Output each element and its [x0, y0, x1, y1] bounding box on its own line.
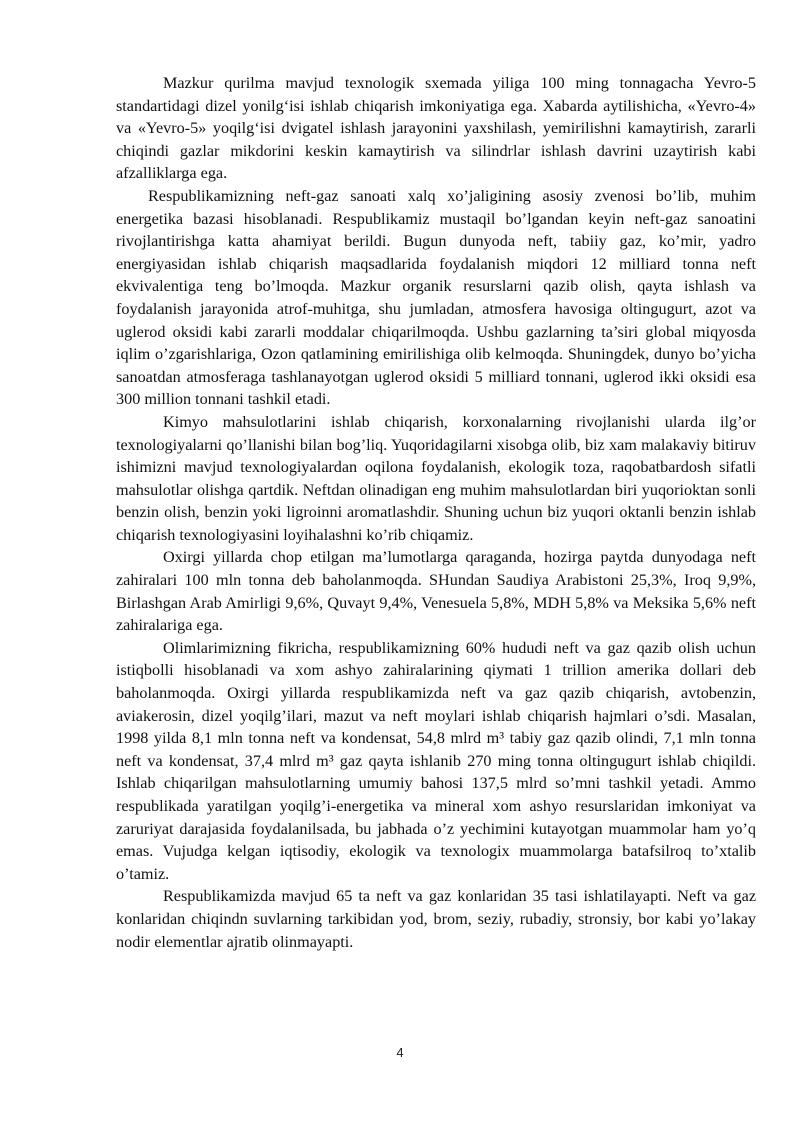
paragraph-chemical-products: Kimyo mahsulotlarini ishlab chiqarish, korxonalarning rivojlanishi ularda ilg’or texnologiyalarni qo’llanishi bilan bog’liq. Yuqoridagilarni xisobga olib, biz xam malakaviy bitiruv ishimizni mavjud texnologiyalardan oqilona foydalanish, ekologik toza, raqobatbardosh sifatli mahsulotlar olishga qartdik. Neftdan olinadigan eng muhim mahsulotlardan biri yuqorioktan sonli benzin olish, benzin yoki ligroinni aromatlashdir. Shuning uchun biz yuqori oktanli benzin ishlab chiqarish texnologiyasini loyihalashni ko’rib chiqamiz. — [116, 412, 756, 544]
paragraph-oil-gas-industry: Respublikamizning neft-gaz sanoati xalq xo’jaligining asosiy zvenosi bo’lib, muhim energetika bazasi hisoblanadi. Respublikamiz mustaqil bo’lgandan keyin neft-gaz sanoatini rivojlantirishga katta ahamiyat berildi. Bugun dunyoda neft, tabiiy gaz, ko’mir, yadro energiyasidan ishlab chiqarish maqsadlarida foydalanish miqdori 12 milliard tonna neft ekvivalentiga teng bo’lmoqda. Mazkur organik resurslarni qazib olish, qayta ishlash va foydalanish jarayonida atrof-muhitga, shu jumladan, atmosfera havosiga oltingugurt, azot va uglerod oksidi kabi zararli moddalar chiqarilmoqda. Ushbu gazlarning ta’siri global miqyosda iqlim o’zgarishlariga, Ozon qatlamining emirilishiga olib kelmoqda. Shuningdek, dunyo bo’yicha sanoatdan atmosferaga tashlanayotgan uglerod oksidi 5 milliard tonnani, uglerod ikki oksidi esa 300 million tonnani tashkil etadi. — [116, 186, 756, 409]
paragraph-oil-gas-fields: Respublikamizda mavjud 65 ta neft va gaz konlaridan 35 tasi ishlatilayapti. Neft va gaz konlaridan chiqindn suvlarning tarkibidan yod, brom, seziy, rubadiy, stronsiy, bor kabi yo’lakay nodir elementlar ajratib olinmayapti. — [116, 887, 756, 951]
paragraph-republic-resources: Olimlarimizning fikricha, respublikamizning 60% hududi neft va gaz qazib olish uchun istiqbolli hisoblanadi va xom ashyo zahiralarining qiymati 1 trillion amerika dollari deb baholanmoqda. Oxirgi yillarda respublikamizda neft va gaz qazib chiqarish, avtobenzin, aviakerosin, dizel yoqilg’ilari, mazut va neft moylari ishlab chiqarish hajmlari o’sdi. Masalan, 1998 yilda 8,1 mln tonna neft va kondensat, 54,8 mlrd m³ tabiy gaz qazib olindi, 7,1 mln tonna neft va kondensat, 37,4 mlrd m³ gaz qayta ishlanib 270 ming tonna oltingugurt ishlab chiqildi. Ishlab chiqarilgan mahsulotlarning umumiy bahosi 137,5 mlrd so’mni tashkil yetadi. Ammo respublikada yaratilgan yoqilg’i-energetika va mineral xom ashyo resurslaridan imkoniyat va zaruriyat darajasida foydalanilsada, bu jabhada o’z yechimini kutayotgan muammolar ham yo’q emas. Vujudga kelgan iqtisodiy, ekologik va texnologix muammolarga batafsilroq to’xtalib o’tamiz. — [116, 638, 756, 883]
document-body — [116, 72, 756, 953]
page-number: 4 — [396, 1045, 404, 1060]
paragraph-world-oil-reserves: Oxirgi yillarda chop etilgan ma’lumotlarga qaraganda, hozirga paytda dunyodaga neft zahiralari 100 mln tonna deb baholanmoqda. SHundan Saudiya Arabistoni 25,3%, Iroq 9,9%, Birlashgan Arab Amirligi 9,6%, Quvayt 9,4%, Venesuela 5,8%, MDH 5,8% va Meksika 5,6% neft zahiralariga ega. — [116, 548, 756, 635]
paragraph-euro5-diesel: Mazkur qurilma mavjud texnologik sxemada yiliga 100 ming tonnagacha Yevro-5 standartidagi dizel yonilg‘isi ishlab chiqarish imkoniyatiga ega. Xabarda aytilishicha, «Yevro-4» va «Yevro-5» yoqilg‘isi dvigatel ishlash jarayonini yaxshilash, yemirilishni kamaytirish, zararli chiqindi gazlar mikdorini keskin kamaytirish va silindrlar ishlash davrini uzaytirish kabi afzalliklarga ega. — [116, 74, 756, 183]
